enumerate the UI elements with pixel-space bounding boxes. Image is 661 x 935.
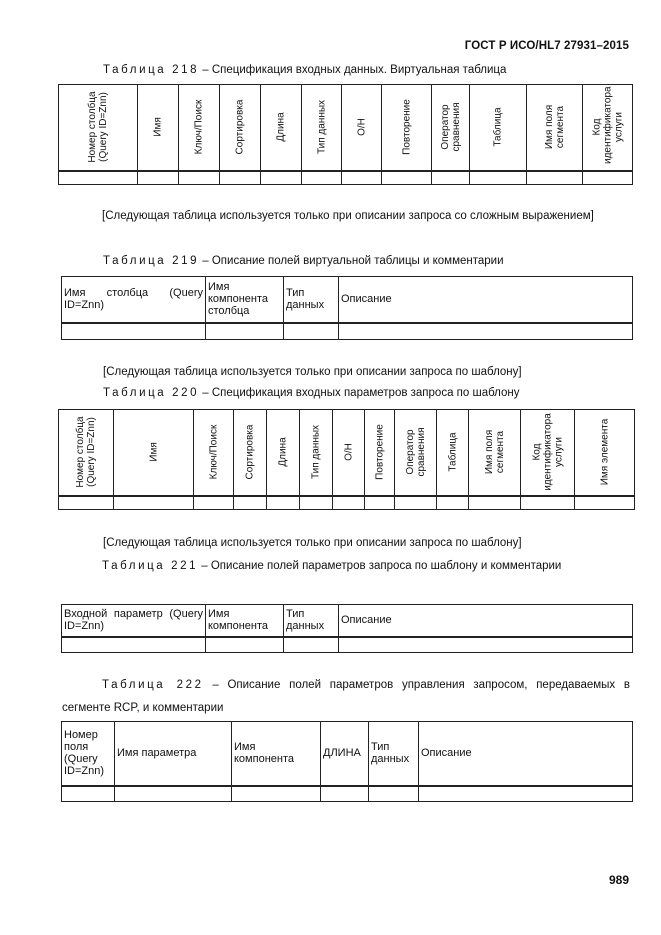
table-222-header-cell: Тип данных — [369, 722, 419, 786]
table-220-header-cell: Тип данных — [300, 410, 333, 496]
table-221 — [61, 604, 633, 653]
table-218-title: – Спецификация входных данных. Виртуальная таблица — [199, 64, 507, 76]
table-220-header-cell: Длина — [267, 410, 300, 496]
table-222-header-cell: Имя компонента — [232, 722, 321, 786]
table-222-header-cell: ДЛИНА — [321, 722, 369, 786]
table-220-header-cell: О/Н — [333, 410, 365, 496]
table-218-header-cell: Оператор сравнения — [432, 85, 470, 171]
table-row — [62, 637, 633, 653]
table-218-header-cell: Код идентификатора услуги — [583, 85, 633, 171]
table-220-header-cell: Таблица — [437, 410, 469, 496]
table-220-title: – Спецификация входных параметров запроса по шаблону — [199, 387, 520, 399]
table-219-title: – Описание полей виртуальной таблицы и комментарии — [199, 255, 504, 267]
table-218-header-cell: Тип данных — [302, 85, 342, 171]
table-220-header-cell: Ключ/Поиск — [194, 410, 234, 496]
table-218-header-cell: Длина — [261, 85, 302, 171]
table-218-header-cell: Номер столбца (Query ID=Znn) — [59, 85, 138, 171]
table-219-header-cell: Имя компонента столбца — [206, 277, 284, 323]
table-219-header-cell: Имя столбца (Query ID=Znn) — [62, 277, 206, 323]
page-number: 989 — [608, 873, 629, 887]
table-218-header-cell: Сортировка — [220, 85, 261, 171]
table-222-header-cell: Имя параметра — [115, 722, 232, 786]
table-221-header-cell: Описание — [339, 605, 633, 637]
table-218-header-cell: Повторение — [382, 85, 432, 171]
table-218 — [58, 84, 633, 185]
table-218-caption — [103, 64, 506, 76]
table-219-caption — [103, 255, 504, 267]
table-222-header-cell: Номер поля (Query ID=Znn) — [62, 722, 115, 786]
table-row — [59, 171, 633, 185]
table-row — [59, 496, 635, 510]
table-221-caption — [62, 555, 630, 578]
table-222-header-cell: Описание — [419, 722, 633, 786]
document-header: ГОСТ Р ИСО/HL7 27931–2015 — [464, 40, 629, 52]
table-219-header-cell: Описание — [339, 277, 633, 323]
table-220-header-cell: Код идентификатора услуги — [521, 410, 575, 496]
table-row — [62, 323, 633, 340]
table-218-number: Таблица 218 — [103, 64, 200, 76]
table-222-caption — [62, 674, 630, 720]
table-218-header-cell: Таблица — [470, 85, 527, 171]
table-220-header-cell: Оператор сравнения — [395, 410, 437, 496]
table-222-title: – Описание полей параметров управления запросом, передаваемых в сегменте RCP, и комментарии — [62, 679, 630, 714]
table-220-header-cell: Повторение — [365, 410, 395, 496]
table-220-header-cell: Имя поля сегмента — [469, 410, 521, 496]
table-218-header-cell: Ключ/Поиск — [179, 85, 220, 171]
table-221-number: Таблица 221 — [102, 560, 199, 572]
table-220-header-cell: Сортировка — [234, 410, 267, 496]
table-218-header-cell: Имя — [138, 85, 179, 171]
table-218-header-cell: Имя поля сегмента — [527, 85, 583, 171]
table-219-number: Таблица 219 — [103, 255, 200, 267]
table-219-header-cell: Тип данных — [284, 277, 339, 323]
table-row — [62, 786, 633, 802]
table-220-header-cell: Номер столбца (Query ID=Znn) — [59, 410, 114, 496]
table-220 — [58, 409, 635, 510]
table-221-header-cell: Имя компонента — [206, 605, 284, 637]
table-218-header-cell: О/Н — [342, 85, 382, 171]
note-template-query-2: [Следующая таблица используется только при описании запроса по шаблону] — [103, 537, 522, 549]
table-221-title: – Описание полей параметров запроса по шаблону и комментарии — [198, 560, 562, 572]
table-220-header-cell: Имя элемента — [575, 410, 635, 496]
table-220-caption — [103, 387, 520, 399]
note-template-query-1: [Следующая таблица используется только при описании запроса по шаблону] — [103, 366, 522, 378]
table-221-header-cell: Входной параметр (Query ID=Znn) — [62, 605, 206, 637]
table-219 — [61, 276, 633, 340]
table-221-header-cell: Тип данных — [284, 605, 339, 637]
table-222-number: Таблица 222 — [102, 679, 204, 691]
table-220-header-cell: Имя — [114, 410, 194, 496]
table-222 — [61, 721, 633, 802]
note-complex-query: [Следующая таблица используется только при описании запроса со сложным выражением] — [102, 210, 594, 222]
table-220-number: Таблица 220 — [103, 387, 200, 399]
